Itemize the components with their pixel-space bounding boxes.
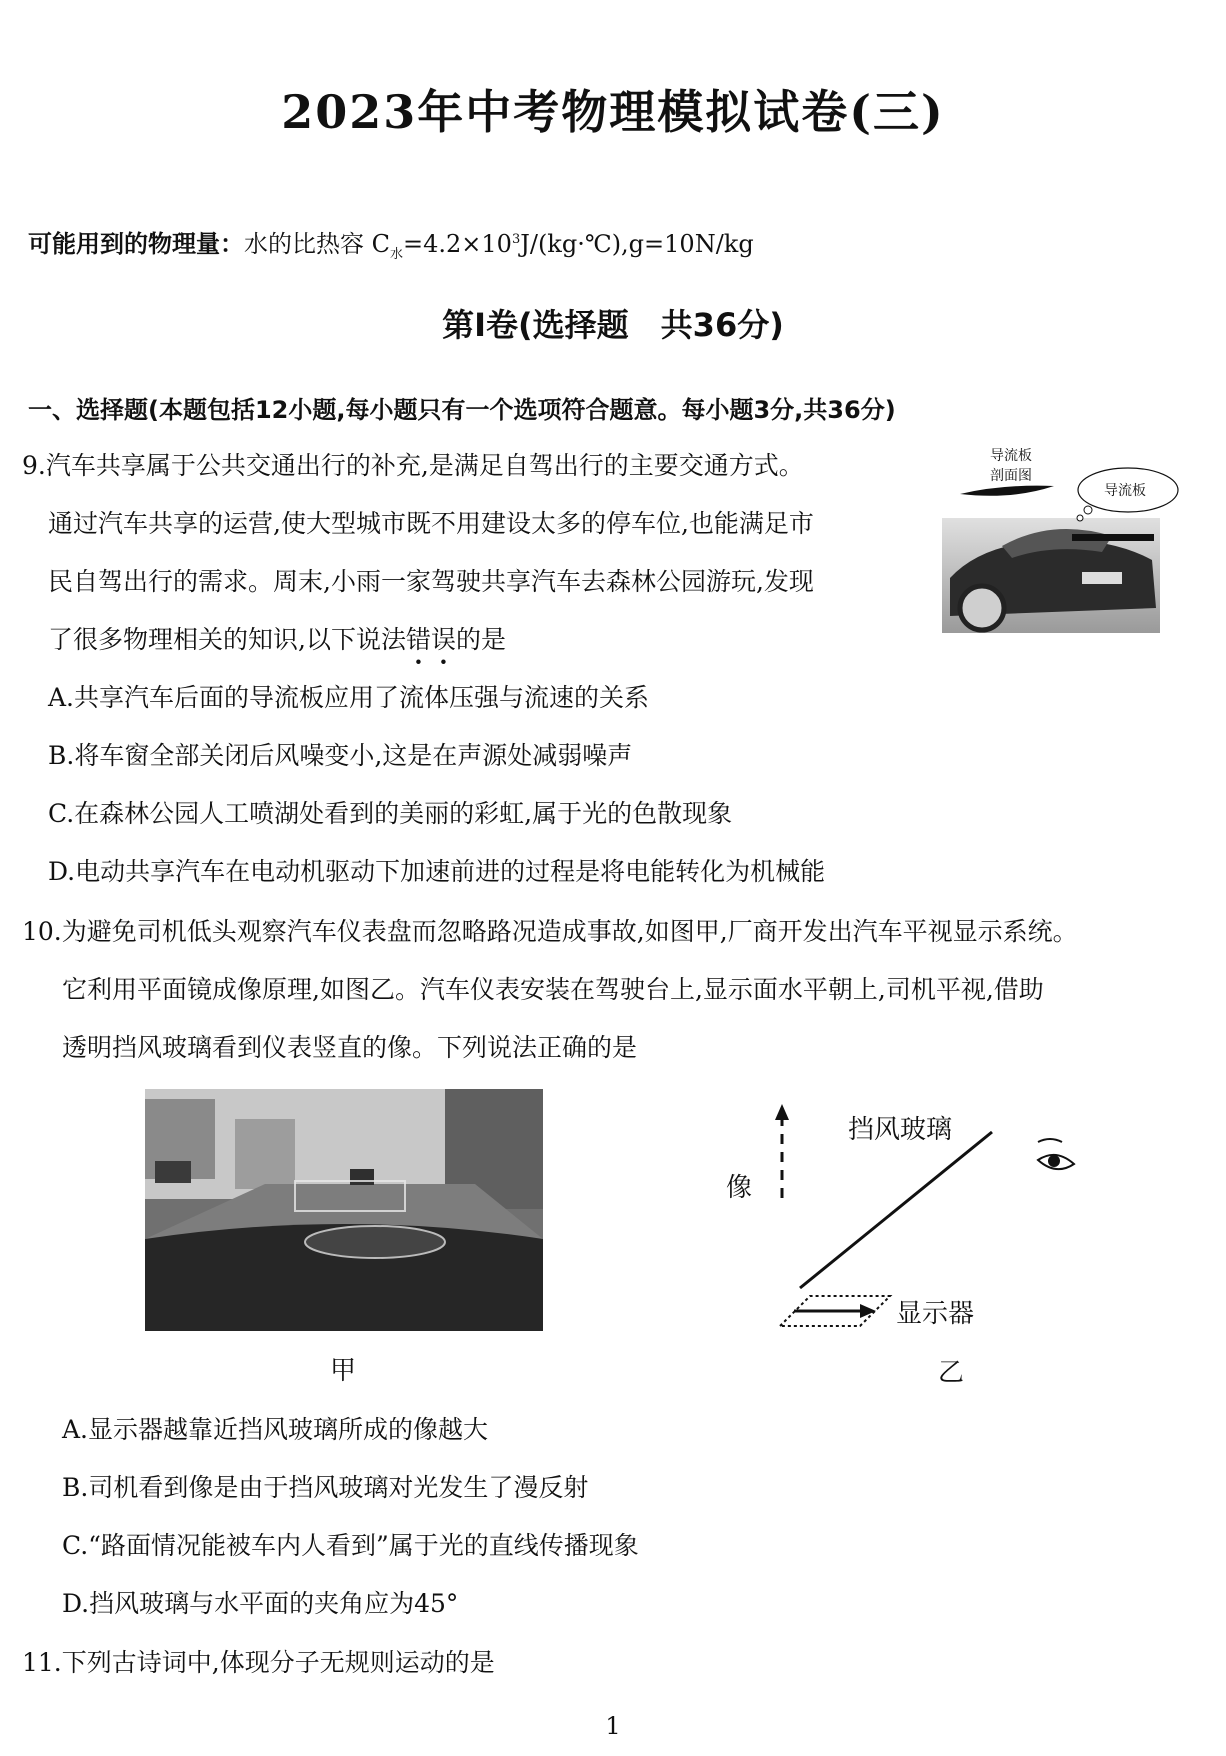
constants-sub: 水 — [390, 246, 404, 262]
page-title: 2023年中考物理模拟试卷(三) — [281, 85, 945, 139]
car-plate — [1082, 572, 1122, 584]
spoiler-section-label-1: 导流板 — [990, 448, 1032, 464]
hud-diagram-yi — [720, 1090, 1120, 1335]
page-number: 1 — [605, 1712, 621, 1740]
q9-line-3: 民自驾出行的需求。周末,小雨一家驾驶共享汽车去森林公园游玩,发现 — [48, 567, 814, 596]
volume-title: 第Ⅰ卷(选择题 共36分) — [442, 306, 784, 344]
hud-photo-jia — [145, 1089, 543, 1331]
q10-option-b: B.司机看到像是由于挡风玻璃对光发生了漫反射 — [62, 1473, 589, 1502]
q9-line-1: 9.汽车共享属于公共交通出行的补充,是满足自驾出行的主要交通方式。 — [22, 451, 804, 480]
eyebrow — [1038, 1139, 1062, 1142]
q9-line-4 — [48, 620, 506, 656]
constants-post: J/(kg·℃),g=10N/kg — [520, 230, 754, 258]
q9-line-2: 通过汽车共享的运营,使大型城市既不用建设太多的停车位,也能满足市 — [48, 509, 814, 538]
physical-constants — [28, 224, 754, 262]
q10-line-1: 10.为避免司机低头观察汽车仪表盘而忽略路况造成事故,如图甲,厂商开发出汽车平视显示系统。 — [22, 917, 1078, 946]
constants-sup: 3 — [511, 232, 521, 247]
q10-option-a: A.显示器越靠近挡风玻璃所成的像越大 — [62, 1415, 489, 1444]
figure-jia-caption: 甲 — [330, 1356, 357, 1386]
windshield-line — [800, 1132, 992, 1288]
q10-option-c: C.“路面情况能被车内人看到”属于光的直线传播现象 — [62, 1531, 639, 1560]
image-label: 像 — [726, 1173, 753, 1203]
q10-line-2: 它利用平面镜成像原理,如图乙。汽车仪表安装在驾驶台上,显示面水平朝上,司机平视,借助 — [62, 975, 1044, 1004]
spoiler-bubble-label: 导流板 — [1104, 483, 1146, 499]
spoiler-airfoil-section — [960, 486, 1054, 496]
q10-line-3: 透明挡风玻璃看到仪表竖直的像。下列说法正确的是 — [62, 1033, 638, 1062]
spoiler-section-label-2: 剖面图 — [990, 468, 1032, 484]
q10-option-d: D.挡风玻璃与水平面的夹角应为45° — [62, 1589, 459, 1618]
bubble-dot-2 — [1077, 515, 1083, 521]
q9-line-4-post: 的是 — [455, 625, 506, 654]
q9-emphasis-char-1: 错 — [405, 625, 431, 654]
car-spoiler — [1072, 534, 1154, 541]
q9-option-d: D.电动共享汽车在电动机驱动下加速前进的过程是将电能转化为机械能 — [48, 857, 826, 886]
display-label: 显示器 — [896, 1299, 975, 1329]
q9-option-b: B.将车窗全部关闭后风噪变小,这是在声源处减弱噪声 — [48, 741, 633, 770]
eye-pupil — [1048, 1155, 1060, 1167]
constants-label: 可能用到的物理量： — [28, 230, 244, 258]
car-wheel — [960, 586, 1004, 630]
distant-car — [350, 1169, 374, 1185]
image-arrow-head — [775, 1104, 789, 1120]
constants-mid: =4.2×10 — [403, 230, 512, 258]
q9-emphasis-char-2: 误 — [430, 625, 456, 654]
spoiler-figure-svg — [942, 448, 1182, 633]
hud-photo-svg — [145, 1089, 543, 1331]
hud-device — [305, 1226, 445, 1258]
hud-diagram-svg — [720, 1090, 1120, 1335]
constants-pre: 水的比热容 C — [244, 230, 390, 258]
trees-center — [235, 1119, 295, 1189]
parked-car — [155, 1161, 191, 1183]
display-arrow-head — [860, 1304, 876, 1318]
q9-line-4-pre: 了很多物理相关的知识,以下说法 — [48, 625, 406, 654]
section-heading: 一、选择题(本题包括12小题,每小题只有一个选项符合题意。每小题3分,共36分) — [28, 396, 896, 424]
q9-option-c: C.在森林公园人工喷湖处看到的美丽的彩虹,属于光的色散现象 — [48, 799, 733, 828]
bubble-dot-1 — [1084, 506, 1092, 514]
windshield-label: 挡风玻璃 — [848, 1115, 953, 1145]
figure-yi-caption: 乙 — [938, 1358, 965, 1388]
q9-spoiler-figure — [942, 448, 1182, 633]
q9-option-a: A.共享汽车后面的导流板应用了流体压强与流速的关系 — [48, 683, 650, 712]
q11-line-1: 11.下列古诗词中,体现分子无规则运动的是 — [22, 1648, 495, 1677]
